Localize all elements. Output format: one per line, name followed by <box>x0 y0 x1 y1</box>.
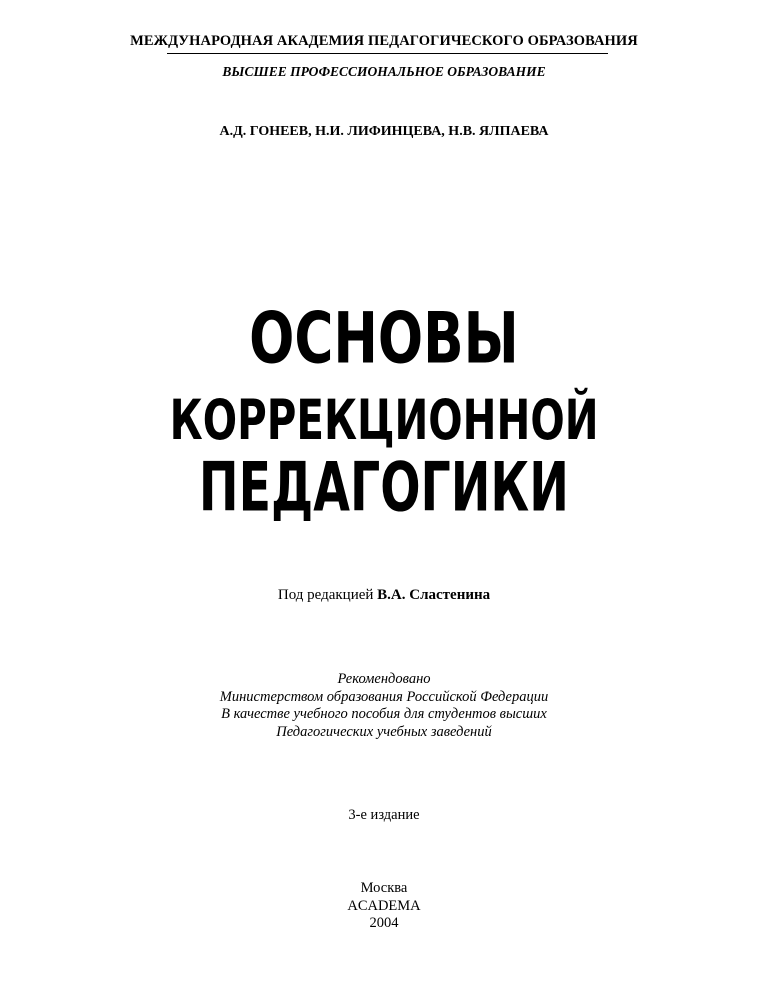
header-rule <box>167 53 608 54</box>
education-level: ВЫСШЕЕ ПРОФЕССИОНАЛЬНОЕ ОБРАЗОВАНИЕ <box>222 64 546 79</box>
editor-line <box>0 587 768 604</box>
academy-name: МЕЖДУНАРОДНАЯ АКАДЕМИЯ ПЕДАГОГИЧЕСКОГО ОБРАЗОВАНИЯ <box>130 33 638 49</box>
title-line-2-text: КОРРЕКЦИОННОЙ <box>169 388 599 453</box>
editor-prefix: Под редакцией <box>277 587 374 603</box>
edition: 3-е издание <box>348 807 420 823</box>
title-line-3 <box>0 449 768 528</box>
title-line-1-text: ОСНОВЫ <box>249 298 519 380</box>
recommendation-line: Рекомендовано <box>337 671 431 687</box>
title-line-3-text: ПЕДАГОГИКИ <box>199 449 569 528</box>
editor-name: В.А. Сластенина <box>377 587 491 603</box>
recommendation-line: Педагогических учебных заведений <box>276 723 492 740</box>
imprint-publisher: ACADEMA <box>347 897 421 914</box>
recommendation-line: Министерством образования Российской Федерации <box>219 688 549 705</box>
recommendation-block <box>0 671 768 741</box>
title-line-1 <box>0 298 768 380</box>
recommendation-line: В качестве учебного пособия для студентов высших <box>221 706 547 722</box>
title-line-2 <box>0 388 768 453</box>
imprint-block <box>0 880 768 933</box>
authors: А.Д. ГОНЕЕВ, Н.И. ЛИФИНЦЕВА, Н.В. ЯЛПАЕВА <box>219 124 549 139</box>
imprint-year: 2004 <box>369 915 399 931</box>
imprint-city: Москва <box>360 880 408 896</box>
